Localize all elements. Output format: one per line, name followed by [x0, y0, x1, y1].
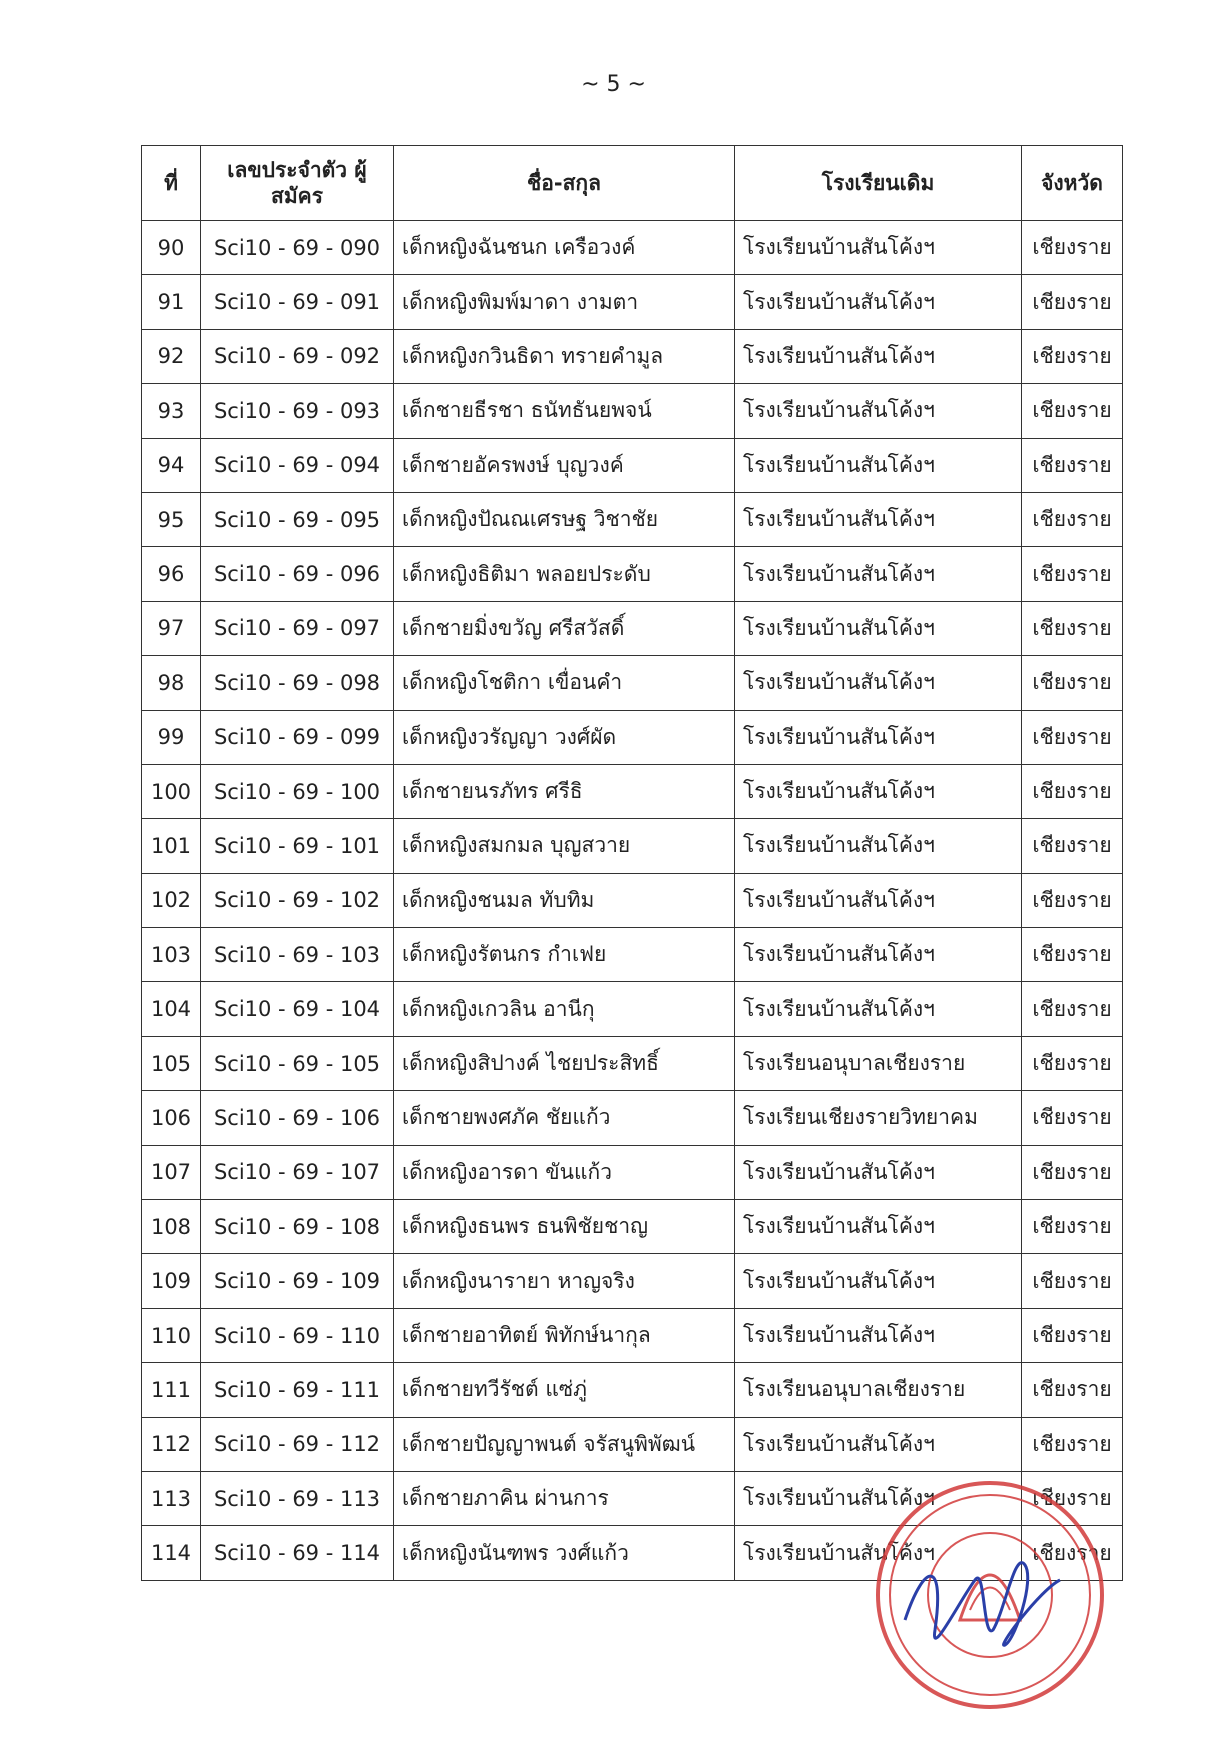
cell-name: เด็กชายอาทิตย์ พิทักษ์นากุล — [394, 1308, 735, 1362]
cell-no: 100 — [142, 764, 201, 818]
table-row — [142, 1363, 1123, 1417]
seal-inner-ring — [890, 1495, 1090, 1695]
cell-school: โรงเรียนบ้านสันโค้งฯ — [735, 928, 1022, 982]
header-applicant-id — [201, 146, 394, 221]
cell-school: โรงเรียนบ้านสันโค้งฯ — [735, 1145, 1022, 1199]
cell-applicant-id: Sci10 - 69 - 094 — [201, 438, 394, 492]
table-row — [142, 438, 1123, 492]
cell-applicant-id: Sci10 - 69 - 114 — [201, 1526, 394, 1580]
cell-province: เชียงราย — [1022, 601, 1123, 655]
cell-province: เชียงราย — [1022, 492, 1123, 546]
cell-applicant-id: Sci10 - 69 - 113 — [201, 1471, 394, 1525]
cell-name: เด็กหญิงโชติกา เขื่อนคำ — [394, 656, 735, 710]
cell-school: โรงเรียนบ้านสันโค้งฯ — [735, 1308, 1022, 1362]
cell-school: โรงเรียนเชียงรายวิทยาคม — [735, 1091, 1022, 1145]
table-row — [142, 764, 1123, 818]
cell-applicant-id: Sci10 - 69 - 100 — [201, 764, 394, 818]
applicant-table — [141, 145, 1123, 1581]
cell-name: เด็กชายธีรชา ธนัทธันยพจน์ — [394, 384, 735, 438]
cell-applicant-id: Sci10 - 69 - 098 — [201, 656, 394, 710]
table-header-row — [142, 146, 1123, 221]
header-province: จังหวัด — [1022, 146, 1123, 221]
cell-name: เด็กหญิงธนพร ธนพิชัยชาญ — [394, 1200, 735, 1254]
cell-province: เชียงราย — [1022, 275, 1123, 329]
header-school: โรงเรียนเดิม — [735, 146, 1022, 221]
cell-province: เชียงราย — [1022, 928, 1123, 982]
cell-name: เด็กหญิงธิติมา พลอยประดับ — [394, 547, 735, 601]
cell-province: เชียงราย — [1022, 329, 1123, 383]
cell-school: โรงเรียนบ้านสันโค้งฯ — [735, 656, 1022, 710]
table-row — [142, 275, 1123, 329]
cell-applicant-id: Sci10 - 69 - 109 — [201, 1254, 394, 1308]
cell-name: เด็กชายปัญญาพนต์ จรัสนูพิพัฒน์ — [394, 1417, 735, 1471]
table-row — [142, 656, 1123, 710]
cell-school: โรงเรียนบ้านสันโค้งฯ — [735, 1254, 1022, 1308]
cell-applicant-id: Sci10 - 69 - 101 — [201, 819, 394, 873]
cell-applicant-id: Sci10 - 69 - 110 — [201, 1308, 394, 1362]
table-row — [142, 221, 1123, 275]
cell-name: เด็กหญิงนารายา หาญจริง — [394, 1254, 735, 1308]
table-row — [142, 1308, 1123, 1362]
cell-no: 101 — [142, 819, 201, 873]
cell-province: เชียงราย — [1022, 438, 1123, 492]
cell-name: เด็กหญิงอารดา ขันแก้ว — [394, 1145, 735, 1199]
seal-center-ring — [928, 1533, 1052, 1657]
cell-school: โรงเรียนบ้านสันโค้งฯ — [735, 873, 1022, 927]
cell-no: 112 — [142, 1417, 201, 1471]
cell-no: 90 — [142, 221, 201, 275]
cell-no: 108 — [142, 1200, 201, 1254]
cell-name: เด็กหญิงนันฑพร วงศ์แก้ว — [394, 1526, 735, 1580]
seal-outer-ring — [878, 1483, 1102, 1707]
cell-applicant-id: Sci10 - 69 - 091 — [201, 275, 394, 329]
cell-applicant-id: Sci10 - 69 - 107 — [201, 1145, 394, 1199]
seal-stamp — [878, 1483, 1102, 1707]
cell-applicant-id: Sci10 - 69 - 105 — [201, 1036, 394, 1090]
table-row — [142, 1200, 1123, 1254]
cell-name: เด็กชายมิ่งขวัญ ศรีสวัสดิ์ — [394, 601, 735, 655]
cell-applicant-id: Sci10 - 69 - 093 — [201, 384, 394, 438]
table-row — [142, 329, 1123, 383]
cell-province: เชียงราย — [1022, 819, 1123, 873]
cell-name: เด็กหญิงรัตนกร กำเฟย — [394, 928, 735, 982]
cell-name: เด็กหญิงวรัญญา วงศ์ผัด — [394, 710, 735, 764]
cell-province: เชียงราย — [1022, 547, 1123, 601]
cell-province: เชียงราย — [1022, 1363, 1123, 1417]
official-seal — [865, 1470, 1115, 1720]
table-row — [142, 547, 1123, 601]
cell-no: 113 — [142, 1471, 201, 1525]
cell-province: เชียงราย — [1022, 1471, 1123, 1525]
cell-applicant-id: Sci10 - 69 - 097 — [201, 601, 394, 655]
cell-no: 107 — [142, 1145, 201, 1199]
table-row — [142, 819, 1123, 873]
cell-name: เด็กหญิงสมกมล บุญสวาย — [394, 819, 735, 873]
cell-no: 106 — [142, 1091, 201, 1145]
cell-no: 94 — [142, 438, 201, 492]
table-row — [142, 873, 1123, 927]
cell-province: เชียงราย — [1022, 873, 1123, 927]
cell-province: เชียงราย — [1022, 1145, 1123, 1199]
cell-school: โรงเรียนบ้านสันโค้งฯ — [735, 1526, 1022, 1580]
cell-school: โรงเรียนบ้านสันโค้งฯ — [735, 1471, 1022, 1525]
cell-no: 110 — [142, 1308, 201, 1362]
cell-no: 103 — [142, 928, 201, 982]
cell-school: โรงเรียนบ้านสันโค้งฯ — [735, 438, 1022, 492]
cell-applicant-id: Sci10 - 69 - 095 — [201, 492, 394, 546]
cell-name: เด็กหญิงกวินธิดา ทรายคำมูล — [394, 329, 735, 383]
cell-province: เชียงราย — [1022, 1308, 1123, 1362]
cell-no: 111 — [142, 1363, 201, 1417]
cell-no: 104 — [142, 982, 201, 1036]
cell-province: เชียงราย — [1022, 1091, 1123, 1145]
table-row — [142, 601, 1123, 655]
cell-applicant-id: Sci10 - 69 - 111 — [201, 1363, 394, 1417]
header-no: ที่ — [142, 146, 201, 221]
cell-province: เชียงราย — [1022, 384, 1123, 438]
cell-name: เด็กหญิงฉันชนก เครือวงค์ — [394, 221, 735, 275]
cell-province: เชียงราย — [1022, 710, 1123, 764]
table-row — [142, 1417, 1123, 1471]
cell-name: เด็กชายนรภัทร ศรีธิ — [394, 764, 735, 818]
cell-applicant-id: Sci10 - 69 - 104 — [201, 982, 394, 1036]
cell-no: 114 — [142, 1526, 201, 1580]
cell-school: โรงเรียนบ้านสันโค้งฯ — [735, 329, 1022, 383]
table-row — [142, 982, 1123, 1036]
cell-no: 91 — [142, 275, 201, 329]
cell-province: เชียงราย — [1022, 982, 1123, 1036]
cell-school: โรงเรียนบ้านสันโค้งฯ — [735, 764, 1022, 818]
table-body — [142, 221, 1123, 1581]
cell-applicant-id: Sci10 - 69 - 103 — [201, 928, 394, 982]
table-row — [142, 384, 1123, 438]
table-row — [142, 710, 1123, 764]
cell-province: เชียงราย — [1022, 764, 1123, 818]
cell-province: เชียงราย — [1022, 656, 1123, 710]
cell-no: 95 — [142, 492, 201, 546]
cell-school: โรงเรียนบ้านสันโค้งฯ — [735, 819, 1022, 873]
cell-no: 109 — [142, 1254, 201, 1308]
cell-school: โรงเรียนบ้านสันโค้งฯ — [735, 601, 1022, 655]
cell-name: เด็กหญิงเกวลิน อานีกุ — [394, 982, 735, 1036]
header-applicant-id-text: เลขประจำตัว ผู้สมัคร — [227, 157, 367, 208]
cell-applicant-id: Sci10 - 69 - 102 — [201, 873, 394, 927]
cell-school: โรงเรียนบ้านสันโค้งฯ — [735, 547, 1022, 601]
cell-no: 96 — [142, 547, 201, 601]
cell-no: 92 — [142, 329, 201, 383]
cell-school: โรงเรียนอนุบาลเชียงราย — [735, 1036, 1022, 1090]
cell-province: เชียงราย — [1022, 1200, 1123, 1254]
cell-name: เด็กชายพงศภัค ชัยแก้ว — [394, 1091, 735, 1145]
header-name: ชื่อ-สกุล — [394, 146, 735, 221]
cell-school: โรงเรียนบ้านสันโค้งฯ — [735, 384, 1022, 438]
table-row — [142, 1036, 1123, 1090]
cell-name: เด็กชายภาคิน ผ่านการ — [394, 1471, 735, 1525]
table-row — [142, 1091, 1123, 1145]
cell-school: โรงเรียนบ้านสันโค้งฯ — [735, 1417, 1022, 1471]
cell-school: โรงเรียนบ้านสันโค้งฯ — [735, 710, 1022, 764]
cell-applicant-id: Sci10 - 69 - 106 — [201, 1091, 394, 1145]
cell-name: เด็กชายอัครพงษ์ บุญวงค์ — [394, 438, 735, 492]
table-row — [142, 492, 1123, 546]
cell-no: 105 — [142, 1036, 201, 1090]
cell-no: 98 — [142, 656, 201, 710]
cell-school: โรงเรียนบ้านสันโค้งฯ — [735, 1200, 1022, 1254]
cell-province: เชียงราย — [1022, 1526, 1123, 1580]
cell-school: โรงเรียนบ้านสันโค้งฯ — [735, 275, 1022, 329]
page-number: ~ 5 ~ — [581, 72, 646, 97]
cell-no: 102 — [142, 873, 201, 927]
cell-name: เด็กหญิงพิมพ์มาดา งามตา — [394, 275, 735, 329]
cell-applicant-id: Sci10 - 69 - 112 — [201, 1417, 394, 1471]
cell-province: เชียงราย — [1022, 221, 1123, 275]
cell-no: 99 — [142, 710, 201, 764]
cell-school: โรงเรียนอนุบาลเชียงราย — [735, 1363, 1022, 1417]
cell-school: โรงเรียนบ้านสันโค้งฯ — [735, 221, 1022, 275]
cell-name: เด็กหญิงสิปางค์ ไชยประสิทธิ์ — [394, 1036, 735, 1090]
table-row — [142, 1254, 1123, 1308]
cell-applicant-id: Sci10 - 69 - 099 — [201, 710, 394, 764]
cell-name: เด็กหญิงชนมล ทับทิม — [394, 873, 735, 927]
cell-name: เด็กชายทวีรัชต์ แซ่ภู่ — [394, 1363, 735, 1417]
cell-applicant-id: Sci10 - 69 - 096 — [201, 547, 394, 601]
cell-applicant-id: Sci10 - 69 - 092 — [201, 329, 394, 383]
cell-applicant-id: Sci10 - 69 - 108 — [201, 1200, 394, 1254]
cell-province: เชียงราย — [1022, 1036, 1123, 1090]
cell-no: 97 — [142, 601, 201, 655]
table-row — [142, 928, 1123, 982]
cell-applicant-id: Sci10 - 69 - 090 — [201, 221, 394, 275]
table-row — [142, 1145, 1123, 1199]
cell-school: โรงเรียนบ้านสันโค้งฯ — [735, 982, 1022, 1036]
cell-province: เชียงราย — [1022, 1254, 1123, 1308]
cell-province: เชียงราย — [1022, 1417, 1123, 1471]
cell-name: เด็กหญิงปัณณเศรษฐ วิชาชัย — [394, 492, 735, 546]
cell-no: 93 — [142, 384, 201, 438]
cell-school: โรงเรียนบ้านสันโค้งฯ — [735, 492, 1022, 546]
